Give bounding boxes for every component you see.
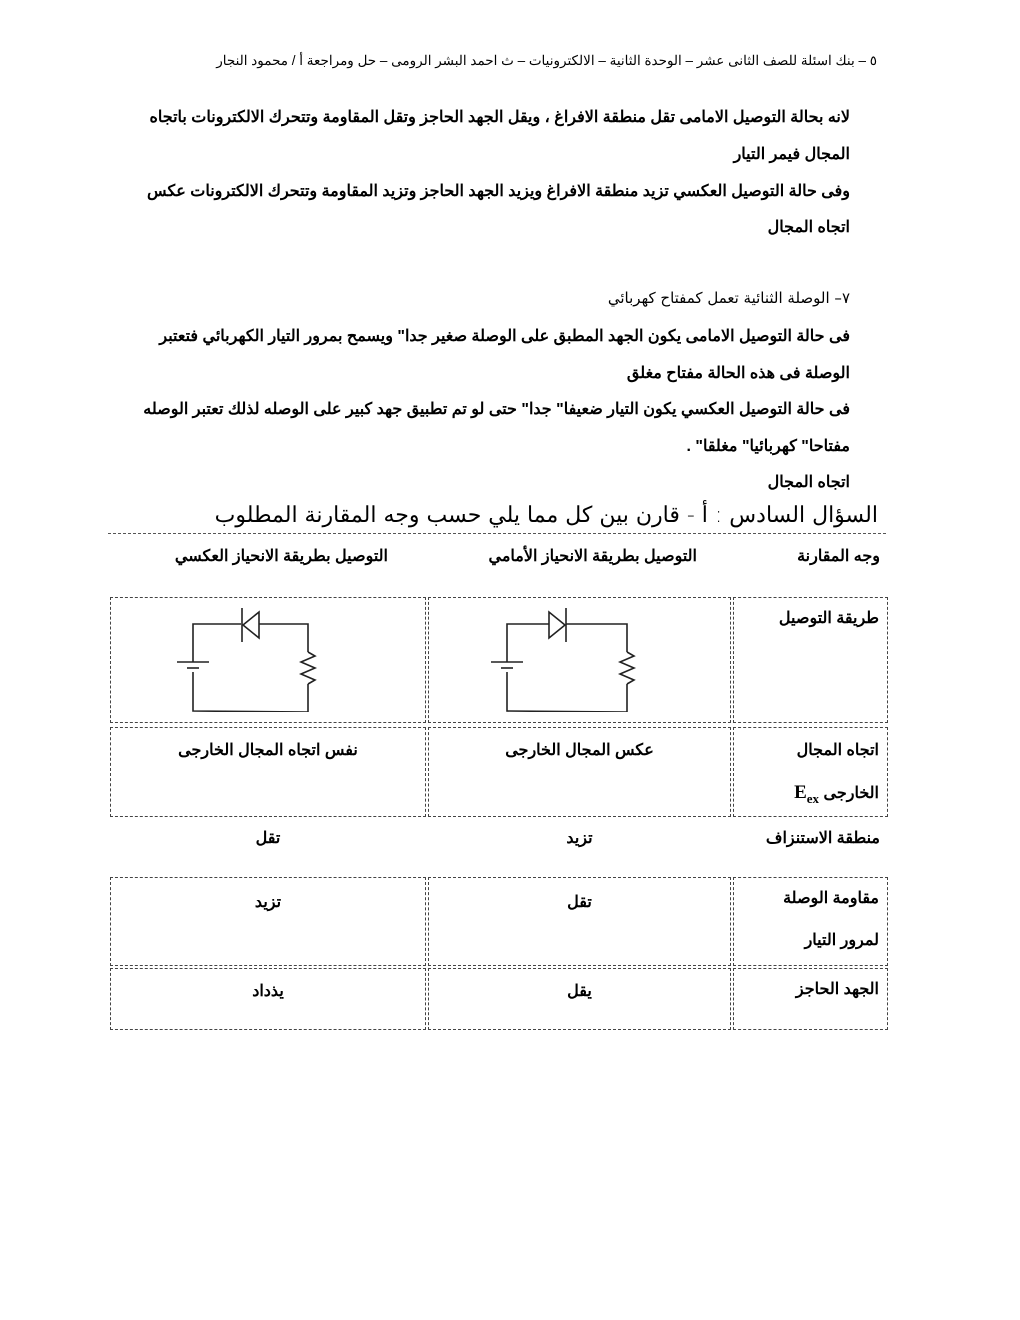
title-underline	[108, 533, 886, 534]
header-forward: التوصيل بطريقة الانحياز الأمامي	[488, 548, 697, 565]
row-label: مقاومة الوصلة	[783, 890, 879, 907]
row-label: لمرور التيار	[804, 932, 879, 949]
cell-reverse-connection	[110, 597, 426, 723]
cell-forward-barrier	[428, 968, 731, 1030]
row-label	[794, 774, 879, 818]
field-symbol-subscript: ex	[806, 790, 820, 806]
cell-reverse-field	[110, 727, 426, 817]
header-aspect: وجه المقارنة	[797, 548, 880, 565]
cell-value: عكس المجال الخارجى	[505, 742, 654, 759]
row-label: طريقة التوصيل	[778, 610, 879, 627]
cell-aspect-resistance	[733, 877, 888, 966]
field-symbol	[794, 782, 820, 806]
cell-value: تقل	[255, 830, 281, 847]
row-label: منطقة الاستنزاف	[765, 830, 880, 847]
cell-forward-field	[428, 727, 731, 817]
row-label-text: الخارجى	[823, 785, 879, 802]
paragraph-line: فى حالة التوصيل الامامى يكون الجهد المطبق على الوصلة صغير جدا" ويسمح بمرور التيار الكهربائي فتعتبر	[159, 328, 850, 345]
cell-value: يقل	[567, 983, 592, 1000]
paragraph-line: اتجاه المجال	[767, 474, 850, 491]
field-symbol-letter: E	[794, 782, 807, 803]
cell-value: تزيد	[566, 830, 593, 847]
cell-value: تزيد	[254, 894, 282, 911]
paragraph-line: فى حالة التوصيل العكسي يكون التيار ضعيفا" جدا" حتى لو تم تطبيق جهد كبير على الوصله لذلك تعتبر الوصله	[143, 401, 850, 418]
forward-bias-circuit-icon	[489, 602, 639, 712]
cell-reverse-barrier	[110, 968, 426, 1030]
paragraph-line: المجال فيمر التيار	[733, 146, 850, 163]
cell-reverse-resistance	[110, 877, 426, 966]
cell-aspect-field	[733, 727, 888, 817]
paragraph-line: وفى حالة التوصيل العكسي تزيد منطقة الافراغ ويزيد الجهد الحاجز وتزيد المقاومة وتتحرك الالكترونات عكس	[147, 183, 850, 200]
cell-value: يذداد	[252, 983, 284, 1000]
paragraph-line: مفتاحا" كهربائيا" مغلقا" .	[686, 438, 850, 455]
section-heading: ٧– الوصلة الثنائية تعمل كمفتاح كهربائي	[607, 289, 850, 307]
paragraph-line: الوصلة فى هذه الحالة مفتاح مغلق	[626, 365, 850, 382]
reverse-bias-circuit-icon	[175, 602, 325, 712]
cell-value: نفس اتجاه المجال الخارجى	[178, 742, 358, 759]
cell-forward-connection	[428, 597, 731, 723]
cell-aspect-barrier	[733, 968, 888, 1030]
question-title: السؤال السادس : أ - قارن بين كل مما يلي حسب وجه المقارنة المطلوب	[214, 503, 878, 528]
cell-forward-resistance	[428, 877, 731, 966]
paragraph-line: اتجاه المجال	[767, 219, 850, 236]
page-header: ٥ – بنك اسئلة للصف الثانى عشر – الوحدة الثانية – الالكترونيات – ث احمد البشر الرومى – حل ومراجعة أ / محمود النجار	[216, 53, 877, 68]
header-reverse: التوصيل بطريقة الانحياز العكسي	[174, 548, 388, 565]
row-label: الجهد الحاجز	[795, 981, 879, 998]
paragraph-line: لانه بحالة التوصيل الامامى تقل منطقة الافراغ ، ويقل الجهد الحاجز وتقل المقاومة وتتحرك الالكترونات باتجاه	[149, 109, 850, 126]
cell-aspect-connection	[733, 597, 888, 723]
cell-value: تقل	[567, 894, 592, 911]
row-label: اتجاه المجال	[796, 742, 879, 759]
